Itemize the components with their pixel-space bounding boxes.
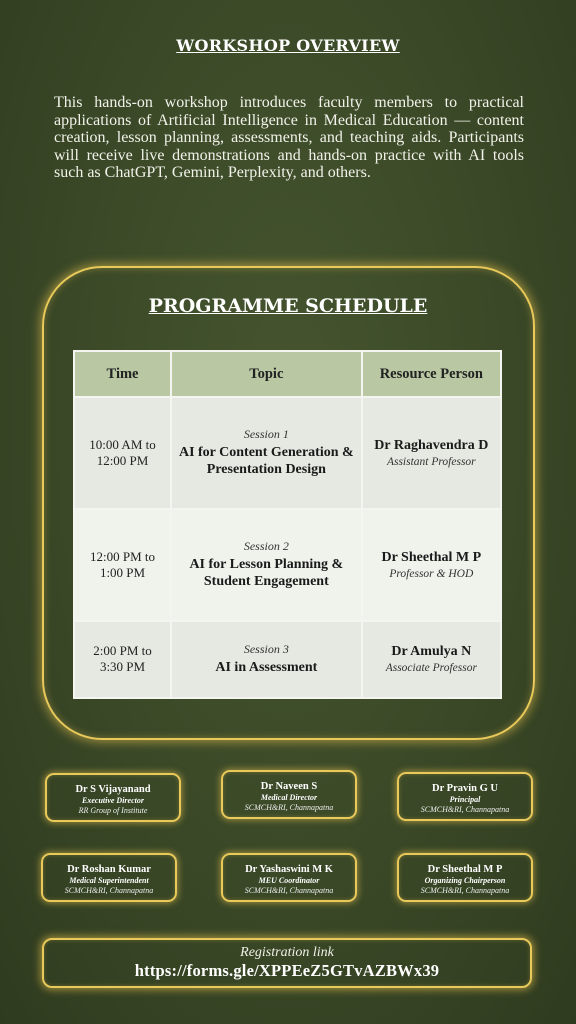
session-topic (171, 509, 362, 621)
topic-title: AI in Assessment (215, 660, 318, 676)
table-row (74, 397, 501, 509)
resource-name: Dr Raghavendra D (374, 437, 489, 453)
topic-title: AI for Lesson Planning & Student Engagement (189, 557, 344, 590)
session-time (74, 621, 171, 698)
person-role: MEU Coordinator (258, 876, 320, 885)
person-role: Medical Director (260, 793, 318, 802)
person-role: Organizing Chairperson (424, 876, 506, 885)
table-header-row (74, 351, 501, 397)
time-start: 12:00 PM to (90, 548, 156, 564)
person-name: Dr Yashaswini M K (245, 864, 333, 875)
person-name: Dr Naveen S (260, 781, 318, 792)
person-role: Executive Director (82, 796, 144, 805)
person-institution: SCMCH&RI, Channapatna (420, 886, 510, 895)
person-card-executive-director (45, 773, 181, 822)
person-card-meu-coordinator (221, 853, 357, 902)
person-institution: SCMCH&RI, Channapatna (244, 803, 334, 812)
session-topic (171, 621, 362, 698)
session-topic (171, 397, 362, 509)
person-name: Dr Roshan Kumar (67, 864, 151, 875)
person-institution: SCMCH&RI, Channapatna (420, 805, 510, 814)
person-role: Medical Superintendent (69, 876, 149, 885)
resource-role: Associate Professor (385, 662, 477, 675)
person-card-medical-superintendent (41, 853, 177, 902)
time-end: 3:30 PM (99, 659, 146, 675)
time-start: 2:00 PM to (93, 643, 152, 659)
session-label: Session 2 (243, 539, 289, 554)
schedule-table (73, 350, 502, 699)
person-card-principal (397, 772, 533, 821)
person-name: Dr Pravin G U (431, 783, 498, 794)
header-topic: Topic (171, 351, 362, 397)
session-label: Session 3 (243, 642, 289, 657)
table-row (74, 621, 501, 698)
person-institution: SCMCH&RI, Channapatna (64, 886, 154, 895)
person-name: Dr S Vijayanand (75, 784, 151, 795)
session-label: Session 1 (243, 427, 289, 442)
person-role: Principal (449, 795, 481, 804)
overview-title: WORKSHOP OVERVIEW (176, 36, 400, 55)
session-time (74, 397, 171, 509)
registration-label: Registration link (240, 945, 334, 960)
resource-person (362, 397, 501, 509)
person-institution: RR Group of Institute (78, 806, 148, 815)
time-start: 10:00 AM to (89, 436, 156, 452)
registration-box (42, 938, 532, 988)
resource-person (362, 621, 501, 698)
resource-role: Professor & HOD (389, 567, 474, 580)
resource-person (362, 509, 501, 621)
resource-role: Assistant Professor (386, 455, 476, 468)
table-row (74, 509, 501, 621)
schedule-title: PROGRAMME SCHEDULE (148, 295, 428, 317)
header-resource-person: Resource Person (362, 351, 501, 397)
person-institution: SCMCH&RI, Channapatna (244, 886, 334, 895)
registration-link[interactable]: https://forms.gle/XPPEeZ5GTvAZBWx39 (134, 961, 440, 980)
resource-name: Dr Sheethal M P (381, 549, 482, 565)
overview-text: This hands-on workshop introduces faculty members to practical applications of Artificial Intelligence in Medical Education — content creation, lesson planning, assessments, and teaching aids. Participants will receive live demonstrations and hands-on practice with AI tools such as ChatGPT, Gemini, Perplexity, and others. (54, 94, 524, 181)
resource-name: Dr Amulya N (391, 644, 472, 660)
person-card-organizing-chairperson (397, 853, 533, 902)
session-time (74, 509, 171, 621)
person-card-medical-director (221, 770, 357, 819)
time-end: 1:00 PM (99, 564, 146, 580)
time-end: 12:00 PM (96, 452, 149, 468)
topic-title: AI for Content Generation & Presentation Design (178, 445, 354, 478)
person-name: Dr Sheethal M P (427, 864, 503, 875)
header-time: Time (74, 351, 171, 397)
